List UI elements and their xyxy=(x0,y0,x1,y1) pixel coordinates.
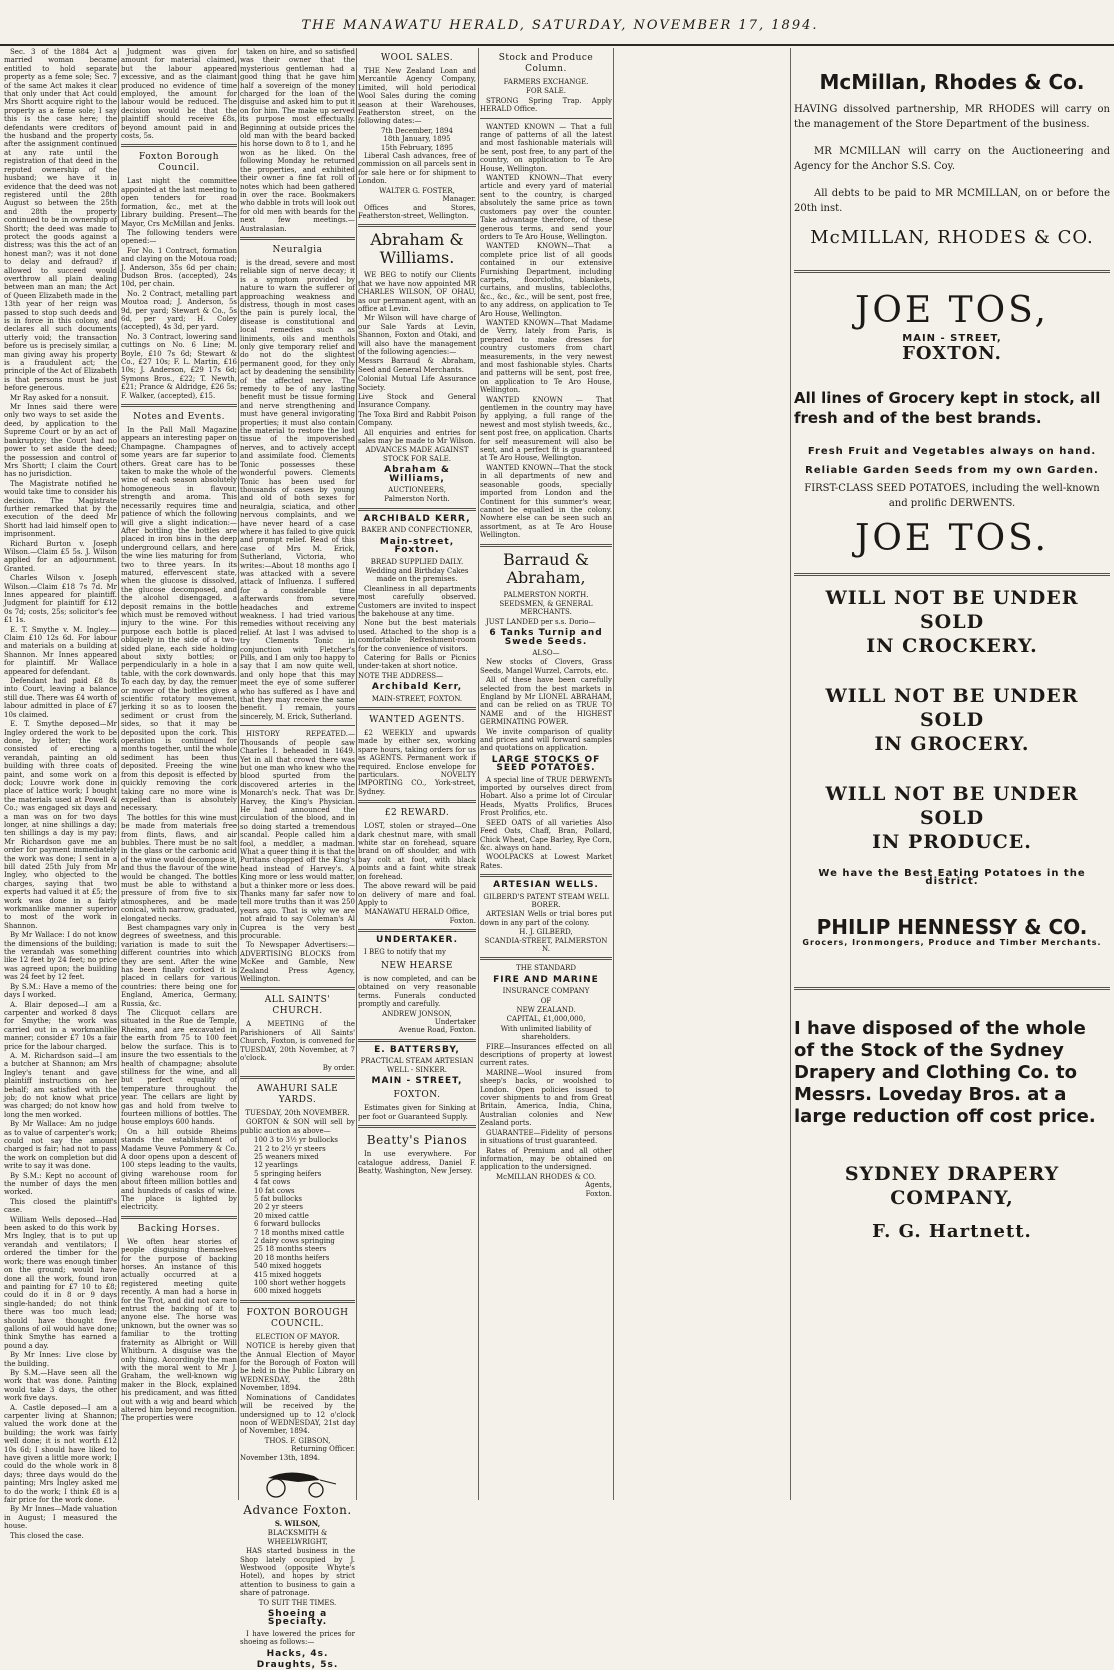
joe-tos-title: JOE TOS, xyxy=(854,290,1049,332)
court-report-para: Richard Burton v. Joseph Wilson.—Claim £5 5s. J. Wilson applied for an adjournment. Granted. xyxy=(4,539,117,573)
divider xyxy=(358,1125,476,1128)
ba-large: LARGE STOCKS OF SEED POTATOES. xyxy=(491,754,601,774)
heading-beattys-pianos: Beatty's Pianos xyxy=(366,1133,468,1148)
jonson-title: Undertaker xyxy=(434,1017,476,1026)
judgment-para: Judgment was given for amount for material claimed, but the labour appeared excessive, and as the claimant produced no evidence of time employed, the amount for labour would be reduced. The decision would be that the plaintiff should receive £8s, beyond amount paid in and costs, 5s. xyxy=(121,48,237,141)
mcmillan-para: All debts to be paid to MR MCMILLAN, on or before the 20th inst. xyxy=(794,188,1110,214)
hartnett-signature: F. G. Hartnett. xyxy=(872,1221,1032,1243)
divider xyxy=(358,800,476,803)
wanted-known-para: WANTED KNOWN — That gentlemen in the country may have by applying, a full range of the newest and most stylish tweeds, &c., sent post free, on application. Charts for self measurement will also be sent, and a perfect fit is guaranteed at Te Aro House, Wellington. xyxy=(480,395,612,463)
heading-advance-foxton: Advance Foxton. xyxy=(243,1502,352,1517)
insurance-company: INSURANCE COMPANY xyxy=(502,987,590,996)
court-report-para: E. T. Smythe v. M. Ingley.—Claim £10 12s 6d. For labour and materials on a building at Shannon. Mr Innes appeared for plaintiff. Mr Wallace appeared for defendant. xyxy=(4,625,117,676)
divider xyxy=(240,1076,355,1079)
divider xyxy=(121,144,237,147)
kerr-signature: Archibald Kerr, xyxy=(371,682,463,693)
kerr-address: MAIN-STREET, FOXTON. xyxy=(371,694,463,703)
kerr-trade: BAKER AND CONFECTIONER, xyxy=(361,526,473,535)
aw-auctioneers: AUCTIONEERS, xyxy=(388,486,446,495)
philip-hennessy: PHILIP HENNESSY & CO. xyxy=(816,914,1088,939)
agency-item: Colonial Mutual Life Assurance Society. xyxy=(358,375,476,392)
church-para: A MEETING of the Parishioners of All Saints' Church, Foxton, is convened for TUESDAY, 20th November, at 7 o'clock. xyxy=(240,1020,355,1063)
mcmillan-para: HAVING dissolved partnership, MR RHODES will carry on the management of the Store Department of the business. xyxy=(794,104,1110,130)
aw-signature: Abraham & Williams, xyxy=(384,465,450,484)
church-sign: By order. xyxy=(322,1063,355,1072)
stock-item: 600 mixed hoggets xyxy=(254,1287,322,1296)
stock-item: 6 forward bullocks xyxy=(254,1220,321,1229)
wool-date: 15th February, 1895 xyxy=(380,143,454,152)
stock-item: 21 2 to 2½ yr steers xyxy=(254,1144,326,1153)
heading-barraud-abraham: Barraud & Abraham, xyxy=(502,549,589,587)
divider xyxy=(240,987,355,990)
strong-para: STRONG Spring Trap. Apply HERALD Office. xyxy=(480,96,612,114)
ba-landed: JUST LANDED per s.s. Dorio— xyxy=(486,617,596,626)
lost-para: LOST, stolen or strayed—One dark chestnut mare, with small white star on forehead, square brand on off shoulder, and with bay colt at foot, with black points and a faint white streak on forehead. xyxy=(358,822,476,881)
stock-item: 20 mixed cattle xyxy=(254,1211,309,1220)
masthead xyxy=(0,0,1114,46)
new-zealand: NEW ZEALAND. xyxy=(516,1006,576,1014)
column-wool-ads xyxy=(358,48,476,1500)
heading-abraham-williams: Abraham & Williams. xyxy=(370,230,464,268)
divider xyxy=(358,508,476,511)
ba-para: New stocks of Clovers, Grass Seeds, Mangel Wurzel, Carrots, etc. xyxy=(480,658,612,675)
reliable-line: Reliable Garden Seeds from my own Garden. xyxy=(805,464,1099,476)
court-report-para: Mr Ray asked for a nonsuit. xyxy=(10,393,109,402)
notes-para: The bottles for this wine must be made from materials free from flints, flaws, and air bubbles. There must be no salt in the glass or the carbonic acid of the wine would decompose it, and thus the flavour of the wine would be changed. The bottles must be able to withstand a pressure of from five to six atmospheres, and be made conical, with narrow, graduated, elongated necks. xyxy=(121,813,237,923)
undertaker-para: is now completed, and can be obtained on very reasonable terms. Funerals conducted promptly and carefully. xyxy=(358,974,476,1009)
heading-neuralgia: Neuralgia xyxy=(272,244,323,255)
divider xyxy=(240,237,355,240)
heading-wool-sales: WOOL SALES. xyxy=(380,53,454,63)
court-report-para: By Mr Wallace: Am no judge as to value of carpenter's work; could not say the amount charged is fair; had not to pass the work on completion but did write to say it was done. xyxy=(4,1120,117,1171)
stock-item: 2 dairy cows springing xyxy=(254,1237,335,1245)
heading-wanted-agents: WANTED AGENTS. xyxy=(369,715,465,725)
divider xyxy=(480,957,612,960)
ba-para: A special line of TRUE DERWENTs imported by ourselves direct from Hobart. Also a prime lot of Circular Heads, Myatts Prolifics, Bruces Frost Prolifics, etc. xyxy=(480,775,612,818)
stock-item: 4 fat cows xyxy=(254,1178,291,1187)
council-para: Last night the committee appointed at the last meeting to open tenders for road formation, &c., met at the Library building. Present—The Mayor, Crs McMillan and Jenks. xyxy=(121,177,237,228)
officer-name: THOS. F. GIBSON, xyxy=(264,1436,331,1445)
stock-item: 5 fat bullocks xyxy=(254,1194,302,1203)
fire-para: FIRE—Insurances effected on all descriptions of property at lowest current rates. xyxy=(480,1042,612,1068)
nominations-para: Nominations of Candidates will be received by the undersigned up to 12 o'clock noon of WEDNESDAY, 21st day of November, 1894. xyxy=(240,1393,355,1436)
court-report-para: Defendant had paid £8 8s into Court, leaving a balance still due. There was £4 worth of labour admitted in place of £7 10s claimed. xyxy=(4,677,117,719)
heading-artesian-wells: ARTESIAN WELLS. xyxy=(493,880,599,891)
column-court-report xyxy=(4,48,117,1540)
kerr-para: Cleanliness in all departments most carefully observed. Customers are invited to inspect the bakehouse at any time. xyxy=(358,584,476,618)
agency-item: Messrs Barraud & Abraham, Seed and General Merchants. xyxy=(358,357,476,374)
ba-trade: SEEDSMEN, & GENERAL MERCHANTS. xyxy=(499,599,593,617)
suit-times: TO SUIT THE TIMES. xyxy=(258,1598,337,1607)
ba-para: We invite comparison of quality and prices and will forward samples and quotations on application. xyxy=(480,727,612,753)
seed-line: FIRST-CLASS SEED POTATOES, including the well-known and prolific DERWENTS. xyxy=(804,483,1100,510)
court-report-para: E. T. Smythe deposed—Mr Ingley ordered the work to be done, by letter; the work consisted of erecting a verandah, painting an old building with three coats of paint, and some work on a dock; Louvre work done in place of lattice work; I bought the materials used at Powell & Co.; was engaged six days and a man was on for two days longer, at nine shillings a day; ten shillings a day is my pay; Mr Richardson gave me an order for payment immediately the work was done; I sent in a bill dated 25th July from Mr Ingley, who objected to the charges, saying that two experts had valued it at £5; the work was done in a fairly workmanlike manner superior to most of the work in Shannon. xyxy=(4,720,117,930)
heading-reward: £2 REWARD. xyxy=(384,808,450,819)
joe-town: FOXTON. xyxy=(902,342,1002,364)
foster-name: WALTER G. FOSTER, xyxy=(379,186,455,195)
column-rule xyxy=(478,48,479,1500)
stock-item: 12 yearlings xyxy=(254,1161,298,1170)
wilson-name: S. WILSON, xyxy=(274,1518,321,1528)
under-sold-produce-2: IN PRODUCE. xyxy=(872,831,1032,854)
divider xyxy=(480,118,612,119)
wilson-para: HAS started business in the Shop lately occupied by J. Westwood (opposite Whyte's Hotel), and hopes by strict attention to business to gain a share of patronage. xyxy=(240,1547,355,1598)
stock-item: 20 18 months heifers xyxy=(254,1253,330,1262)
kerr-para: None but the best materials used. Attached to the shop is a comfortable Refreshment-room for the convenience of visitors. xyxy=(358,619,476,653)
stock-item: 100 short wether hoggets xyxy=(254,1279,346,1288)
column-rule xyxy=(118,48,119,1500)
gilberd-name: H. J. GILBERD, xyxy=(519,928,573,937)
under-sold-crockery: WILL NOT BE UNDER SOLD xyxy=(825,587,1079,634)
masthead-title: THE MANAWATU HERALD, SATURDAY, NOVEMBER 17, 1894. xyxy=(301,18,819,33)
council-para: No. 2 Contract, metalling part Moutoa road; J. Anderson, 5s 9d, per yard; Stewart & Co., 5s 6d, per yard; H. Coley (accepted), 4s 3d, per yard. xyxy=(121,289,237,332)
advances-line: ADVANCES MADE AGAINST STOCK FOR SALE. xyxy=(365,446,469,463)
kerr-note: NOTE THE ADDRESS— xyxy=(358,671,444,680)
court-report-para: A. M. Richardson said—I am a butcher at Shannon; am Mrs Ingley's tenant and gave plaintiff instructions on her behalf; am satisfied with the job; do not know what price was charged; do not know how long the men worked. xyxy=(4,1051,117,1119)
divider xyxy=(480,874,612,877)
draughts-price: Draughts, 5s. xyxy=(256,1660,339,1670)
court-report-para: By Mr Wallace: I do not know the dimensions of the building; the verandah was something like 12 feet by 24 feet; no price was agreed upon; the building was 24 feet by 12 feet. xyxy=(4,931,117,982)
fresh-line: Fresh Fruit and Vegetables always on hand. xyxy=(807,446,1097,458)
notes-para: The Clicquot cellars are situated in the Rue de Temple, Rheims, and are excavated in the earth from 75 to 100 feet below the surface. This is to insure the two essentials to the health of champagne; absolute stillness for the wine, and all but perfect equality of temperature throughout the year. The cellars are light by gas and hold from twelve to fourteen millions of bottles. The house employs 600 hands. xyxy=(121,1009,237,1127)
enquiries-para: All enquiries and entries for sales may be made to Mr Wilson. xyxy=(358,428,476,446)
heading-stock-produce: Stock and Produce Column. xyxy=(498,53,594,74)
heading-battersby: E. BATTERSBY, xyxy=(374,1044,460,1055)
column-rule xyxy=(238,48,239,1500)
court-report-para: A. Blair deposed—I am a carpenter and worked 8 days for Smythe; the work was carried out in a workmanlike manner; consider £7 10s a fair price for the labour charged. xyxy=(4,1000,117,1051)
standard-line: THE STANDARD xyxy=(516,964,576,973)
new-hearse: NEW HEARSE xyxy=(381,960,453,971)
stock-item: 5 springing heifers xyxy=(254,1169,322,1178)
notes-para: In the Pall Mall Magazine appears an interesting paper on Champagne. Champagnes of some years are far superior to others. Great care has to be taken to make the whole of the wine of each season absolutely homogeneous in flavour, strength and aroma. This necessarily requires time and patience of which the following will give a slight indication:—After bottling the bottles are placed in iron bins in the deep underground cellars, and here the wine lies maturing for from two to three years. In its matured, effervescent state, when the glucose is dissolved, the glucose decomposed, and the alcohol disengaged, a deposit remains in the bottle which must be removed without injury to the wine. For this purpose each bottle is placed obliquely in the side of a two-sided plane, each side holding about sixty bottles; or perpendicularly in a hole in a table, with the cork downwards. To each day, by day, the remuer or mover of the bottles gives a scientific rotatory movement, jerking it so as to loosen the sediment or crust from the sides, so that it may be deposited upon the cork. This operation is continued for months together, until the whole sediment has been thus deposited. Freeing the wine from this deposit is effected by quickly removing the cork taking care no more wine is expelled than is absolutely necessary. xyxy=(121,426,237,813)
sale-date: TUESDAY, 20th NOVEMBER. xyxy=(245,1108,350,1117)
sydney-drapery: SYDNEY DRAPERY COMPANY, xyxy=(844,1163,1060,1210)
kerr-street: Main-street, Foxton. xyxy=(379,536,455,556)
council-para: The following tenders were opened:— xyxy=(121,228,237,246)
heading-foxton-council: Foxton Borough Council. xyxy=(138,152,220,174)
under-sold-grocery: WILL NOT BE UNDER SOLD xyxy=(825,685,1079,732)
mcmillan-agents: McMILLAN RHODES & CO. xyxy=(496,1172,596,1181)
divider xyxy=(358,707,476,710)
divider xyxy=(121,1216,237,1219)
court-report-para: This closed the plaintiff's case. xyxy=(4,1197,117,1215)
stock-item: 415 mixed hoggets xyxy=(254,1270,322,1279)
wool-date: 7th December, 1894 xyxy=(381,126,453,135)
foster-title: Manager. xyxy=(442,195,476,204)
stock-item: 25 18 months steers xyxy=(254,1245,327,1254)
agents-label: Agents, xyxy=(585,1181,612,1190)
grocery-line: All lines of Grocery kept in stock, all fresh and of the best brands. xyxy=(794,389,1101,428)
court-report-para: By Mr Innes: Live close by the building. xyxy=(4,1351,117,1368)
jonson-address: Avenue Road, Foxton. xyxy=(398,1026,476,1035)
column-rule xyxy=(790,48,791,1500)
court-report-para: By S.M.: Kept no account of the number of days the men worked. xyxy=(4,1171,117,1197)
wanted-known-para: WANTED KNOWN—That a complete price list of all goods contained in our extensive Furnishing Department, including carpets, floorcloths, blankets, curtains, and muslins, tablecloths, &c., &c., &c., will be sent, post free, to any address, on application to Te Aro House, Wellington. xyxy=(480,242,612,318)
joe-tos-signature: JOE TOS. xyxy=(854,518,1049,560)
under-sold-crockery-2: IN CROCKERY. xyxy=(866,635,1038,658)
heading-backing-horses: Backing Horses. xyxy=(137,1223,221,1234)
neuralgia-para: is the dread, severe and most reliable sign of nerve decay; it is a symptom provided by nature to warn the sufferer of approaching weakness and distress, though in most cases the pain is purely local, the disease is constitutional and local remedies such as liniments, oils and menthols only give temporary relief and do not do the slightest permanent good, for they only act by deadening the sensibility of the affected nerve. The remedy to be of any lasting benefit must be tissue forming and nerve strengthening and must have general invigorating properties; it must also contain the material to restore the lost tissue of the impoverished nerves, and to actively accept and assimilate food. Clements Tonic possesses these wonderful powers. Clements Tonic has been used for thousands of cases by young and old of both sexes for neuralgia, sciatica, and other nervous complaints, and we have never heard of a case where it has failed to give quick and prompt relief. Read of this case of Mrs M. Erick, Sutherland, Victoria, who writes:—About 18 months ago I was attacked with a severe attack of Influenza. I suffered for a considerable time afterwards from severe headaches and extreme weakness. I had tried various remedies without receiving any relief. At last I was advised to try Clements Tonic in conjunction with Fletcher's Pills, and I am only too happy to say that I am now quite well, and only hope that this may meet the eye of some sufferer who has suffered as I have and that they may receive the same benefit. I remain, yours sincerely, M. Erick, Sutherland. xyxy=(240,258,355,721)
agents-para: £2 WEEKLY and upwards made by either sex, working spare hours, taking orders for us as AGENTS. Permanent work if required. Enclose envelope for particulars. NOVELTY IMPORTING CO., York-street, Sydney. xyxy=(358,729,476,796)
heading-all-saints: ALL SAINTS' CHURCH. xyxy=(264,995,331,1017)
wanted-known-para: WANTED KNOWN — That a full range of patterns of all the latest and most fashionable materials will be sent, post free, to any part of the country, on application to Te Aro House, Wellington. xyxy=(480,122,612,173)
history-para: HISTORY REPEATED.—Thousands of people saw Charles I. beheaded in 1649. Yet in all that crowd there was but one man who knew who the blood spurted from the discovered arteries in the Monarch's neck. That was Dr. Harvey, the King's Physician. He had announced the circulation of the blood, and in so doing started a tremendous scandal. People called him a fool, a meddler, a madman. What a queer thing it is that the Puritans chopped off the King's head instead of Harvey's. A King more or less would matter, but a thinker more or less does. Thanks many far safer now to tell more truths than it was 250 years ago. That is why we are not afraid to say Coleman's Al Cuprea is the very best procurable. xyxy=(240,730,355,941)
offices-para: Offices and Stores, Featherston-street, Wellington. xyxy=(358,203,476,220)
heading-awahuri: AWAHURI SALE YARDS. xyxy=(256,1083,339,1105)
kerr-bread: BREAD SUPPLIED DAILY. xyxy=(370,557,464,566)
under-sold-grocery-2: IN GROCERY. xyxy=(874,733,1030,756)
for-sale: FOR SALE. xyxy=(526,87,566,96)
election-mayor: ELECTION OF MAYOR. xyxy=(255,1332,340,1341)
liability: With unlimited liability of shareholders. xyxy=(500,1024,592,1042)
wool-date: 18th January, 1895 xyxy=(383,135,451,144)
aw-para: WE BEG to notify our Clients that we have now appointed MR CHARLES WILSON, OF OHAU, as our permanent agent, with an office at Levin. xyxy=(358,271,476,313)
divider xyxy=(480,544,612,547)
jonson-name: ANDREW JONSON, xyxy=(382,1009,452,1018)
battersby-trade: PRACTICAL STEAM ARTESIAN WELL - SINKER. xyxy=(360,1057,474,1074)
stock-item: 25 weaners mixed xyxy=(254,1152,319,1161)
heading-notes-events: Notes and Events. xyxy=(133,412,225,423)
herald-office: MANAWATU HERALD Office, xyxy=(364,908,470,917)
kerr-cakes: Wedding and Birthday Cakes made on the premises. xyxy=(365,566,469,584)
stock-item: 540 mixed hoggets xyxy=(254,1262,322,1271)
divider xyxy=(121,404,237,407)
stock-item: 20 2 yr steers xyxy=(254,1203,303,1212)
stock-item: 10 fat cows xyxy=(254,1186,295,1195)
column-display-ads xyxy=(794,48,1110,1500)
column-stock-produce xyxy=(480,48,612,1500)
shoeing-specialty: Shoeing a Specialty. xyxy=(267,1609,328,1628)
heading-borough-council: FOXTON BOROUGH COUNCIL. xyxy=(246,1307,349,1329)
gilberd-patent: GILBERD'S PATENT STEAM WELL BORER. xyxy=(483,892,609,909)
column-rule xyxy=(613,48,614,1500)
battersby-para: Estimates given for Sinking at per foot or Guaranteed Supply. xyxy=(358,1104,476,1121)
column-council-notes xyxy=(121,48,237,1500)
beatty-para: In use everywhere. For catalogue address, Daniel F. Beatty, Washington, New Jersey. xyxy=(358,1150,476,1176)
kerr-para: Catering for Balls or Picnics under-taken at short notice. xyxy=(358,653,476,671)
heading-archibald-kerr: ARCHIBALD KERR, xyxy=(363,513,471,524)
divider xyxy=(240,1300,355,1303)
marine-para: MARINE—Wool insured from sheep's backs, or woolshed to London. Open policies issued to cover shipments to and from Great Britain, America, India, China, Australian colonies and New Zealand ports. xyxy=(480,1068,612,1128)
battersby-town: FOXTON. xyxy=(393,1090,441,1101)
stock-list xyxy=(240,1136,355,1296)
ba-also: ALSO— xyxy=(532,648,560,657)
joe-street: MAIN - STREET, xyxy=(902,333,1002,345)
agency-item: Live Stock and General Insurance Company. xyxy=(358,393,476,410)
guarantee-para: GUARANTEE—Fidelity of persons in situations of trust guaranteed. xyxy=(480,1128,612,1146)
notice-para: NOTICE is hereby given that the Annual Election of Mayor for the Borough of Foxton will be held in the Public Library on WEDNESDAY, the 28th November, 1894. xyxy=(240,1342,355,1393)
court-report-para: By S.M.: Have a memo of the days I worked. xyxy=(4,982,117,1000)
council-para: No. 3 Contract, lowering sand cuttings on No. 6 Line; M. Boyle, £10 7s 6d; Stewart & Co., £27 10s; F. L. Martin, £16 10s; J. Anderson, £29 17s 6d; Symons Bros., £22; T. Newth, £21; Prance & Aldridge, £26 5s; F. Walker, (accepted), £15. xyxy=(121,332,237,400)
court-report-para: A. Castle deposed—I am a carpenter living at Shannon; valued the work done at the building; the work was fairly well done; it is not worth £12 10s 6d; I should have liked to have given a little more work; I could do the whole work in 8 days; three days would do the painting; Mrs Ingley asked me to do the work; I think £8 is a fair price for the work done. xyxy=(4,1403,117,1505)
mcmillan-para: MR MCMILLAN will carry on the Auctioneering and Agency for the Anchor S.S. Coy. xyxy=(794,146,1110,172)
court-report-para: This closed the case. xyxy=(10,1531,84,1540)
liberal-para: Liberal Cash advances, free of commission on all parcels sent in for sale here or for shipment to London. xyxy=(358,152,476,186)
council-para: For No. 1 Contract, formation and claying on the Motoua road; J. Anderson, 35s 6d per chain; Dudson Bros. (accepted), 24s 10d, per chain. xyxy=(121,246,237,289)
ba-para: All of these have been carefully selected from the best markets in England by Mr LIONEL ABRAHAM, and can be relied on as TRUE TO NAME and of the HIGHEST GERMINATING POWER. xyxy=(480,676,612,727)
officer-title: Returning Officer. xyxy=(291,1445,355,1454)
agents-foxton: Foxton. xyxy=(585,1189,612,1198)
heading-undertaker: UNDERTAKER. xyxy=(375,935,459,946)
of-line: OF xyxy=(540,996,552,1005)
gilberd-address: SCANDIA-STREET, PALMERSTON N. xyxy=(484,936,608,953)
court-report-para: By S.M.—Have seen all the work that was done. Painting would take 3 days, the other work five days. xyxy=(4,1368,117,1403)
horses-para: We often hear stories of people disguising themselves for the purpose of backing horses. An instance of this actually occurred at a registered meeting quite recently. A man had a horse in for the Trot, and did not care to entrust the backing of it to anyone else. The horse was unknown, but the owner was so familiar to the trotting fraternity as Albright or Will Whitburn. A disguise was the only thing. Accordingly the man with the moral went to Mr J. Graham, the well-known wig maker in the Block, explained his predicament, and was fitted out with a wig and beard which altered him beyond recognition. The properties were xyxy=(121,1237,237,1423)
column-neuralgia-notices xyxy=(240,48,355,1670)
court-report-para: By Mr Innes—Made valuation in August; I measured the house. xyxy=(4,1505,117,1531)
hacks-price: Hacks, 4s. xyxy=(266,1648,329,1659)
agency-item: The Toxa Bird and Rabbit Poison Company. xyxy=(358,410,476,428)
advertisers-para: To Newspaper Advertisers:—ADVERTISING BLOCKS from McKee and Gamble, New Zealand Press Agency, Wellington. xyxy=(240,941,355,984)
aw-para: Mr Wilson will have charge of our Sale Yards at Levin, Shannon, Foxton and Otaki, and will also have the management of the following agencies:— xyxy=(358,314,476,356)
wanted-known-para: WANTED KNOWN—That Madame de Verry, lately from Paris, is prepared to make dresses for country customers from chart measurements, in the very newest and most fashionable styles. Charts and patterns will be sent, post free, on application to Te Aro House, Wellington. xyxy=(480,318,612,395)
divider xyxy=(240,725,355,726)
wilson-trade: BLACKSMITH & WHEELWRIGHT, xyxy=(267,1529,328,1546)
rates-para: Rates of Premium and all other information, may be obtained on application to the undersigned. xyxy=(480,1146,612,1172)
lowered-para: I have lowered the prices for shoeing as follows:— xyxy=(240,1629,355,1647)
philip-trade: Grocers, Ironmongers, Produce and Timber Merchants. xyxy=(802,937,1102,947)
ba-para: WOOLPACKS at Lowest Market Rates. xyxy=(480,853,612,870)
battersby-street: MAIN - STREET, xyxy=(371,1076,463,1086)
undertaker-para: I BEG to notify that my xyxy=(364,947,446,956)
stock-item: 100 3 to 3½ yr bullocks xyxy=(254,1136,338,1145)
court-report-para: The Magistrate notified he would take time to consider his decision. The Magistrate further remarked that by the execution of the deed Mr Shortt had laid himself open to imprisonment. xyxy=(4,479,117,539)
horses-cont-para: taken on hire, and so satisfied was their owner that the mysterious gentleman had a good thing that he gave him half a sovereign of the money charged for the loan of the disguise and asked him to put it on for him. The make up served its purpose most effectually. Beginning at outside prices the old man with the beard backed his horse down to 8 to 1, and he won as he liked. On the following Monday he returned the properties, and exhibited their owner a fine fat roll of notes which had been gathered in over the race. Bookmakers who dabble in trots will look out for old men with beards for the next few meetings.—Australasian. xyxy=(240,48,355,233)
court-report-para: Mr Innes said there were only two ways to set aside the deed, by application to the Supreme Court or by an act of bankruptcy; the Court had no power to set aside the deed; the possession and control of Mrs Shortt; I claim the Court has no jurisdiction. xyxy=(4,403,117,479)
ba-para: SEED OATS of all varieties Also Feed Oats, Chaff, Bran, Pollard, Chick Wheat, Cape Barley, Rye Corn, &c. always on hand. xyxy=(480,818,612,852)
ba-tons: 6 Tanks Turnip and Swede Seeds. xyxy=(489,628,603,647)
divider xyxy=(358,224,476,227)
court-report-para: Charles Wilson v. Joseph Wilson.—Claim £18 7s 7d. Mr Innes appeared for plaintiff. Judgment for plaintiff for £12 0s 7d; costs, 25s; solicitor's fee £1 1s. xyxy=(4,574,117,625)
disposed-para: I have disposed of the whole of the Stock of the Sydney Drapery and Clothing Co. to Messrs. Loveday Bros. at a large reduction off cost price. xyxy=(794,1018,1096,1128)
gilberd-para: ARTESIAN Wells or trial bores put down in any part of the colony. xyxy=(480,910,612,927)
herald-foxton: Foxton. xyxy=(449,916,476,925)
capital: CAPITAL, £1,000,000, xyxy=(506,1015,586,1024)
mcmillan-signature: McMILLAN, RHODES & CO. xyxy=(810,227,1094,248)
divider xyxy=(358,929,476,932)
ba-place: PALMERSTON NORTH. xyxy=(503,590,589,599)
gorton-para: GORTON & SON will sell by public auction as above— xyxy=(240,1118,355,1135)
court-report-para: Sec. 3 of the 1884 Act a married woman became entitled to hold separate property as a feme sole; Sec. 7 of the same Act makes it clear that only under that Act could Mrs Shortt acquire right to the property as a feme sole; I say this is the case here; the defendants were creditors of the husband and the property after the assignment continued at any rate until the registration of that deed in the reputed ownership of the husband; we have it in evidence that the deed was not registered until the 28th August so between the 25th and 28th the property continued to be in ownership of Shortt; the deed was made to protect the goods against a distress; was this the act of an honest man?; was it not done to delay and defraud? if allowed to succeed would overthrow all plain dealing between man an man; the Act of Queen Elizabeth made in the 13th year of her reign was passed to stop such deeds and is in force in this colony, and declares all such documents utterly void; the transaction before us is precisely similar, a man giving away his property is a fraudulent act; the principle of the Act of Elizabeth is that persons must be just before generous. xyxy=(4,48,117,393)
under-sold-produce: WILL NOT BE UNDER SOLD xyxy=(825,783,1079,830)
farmers-exchange: FARMERS EXCHANGE. xyxy=(503,78,589,86)
notes-para: Best champagnes vary only in degrees of sweetness, and this variation is made to suit the different countries into which they are sent. After the wine has been finally corked it is placed in cellars for various countries: there being one for England, America, Germany, Russia, &c. xyxy=(121,924,237,1008)
wool-para: THE New Zealand Loan and Mercantile Agency Company, Limited, will hold periodical Wool Sales during the coming season at their Warehouses, Featherston street, on the following dates:— xyxy=(358,67,476,126)
divider xyxy=(358,1039,476,1042)
wanted-known-para: WANTED KNOWN—That the stock in all departments of new and seasonable goods, specially imported from London and the Continent for this summer's wear, cannot be equalled in the colony. Nowhere else can be seen such an assortment, as at Te Aro House Wellington. xyxy=(480,463,612,540)
wanted-known-para: WANTED KNOWN—That every article and every yard of material sent to the country, is charged absolutely the same price as town customers pay over the counter. Take advantage therefore, of these generous terms, and send your orders to Te Aro House, Wellington. xyxy=(480,174,612,241)
carriage-icon xyxy=(258,1466,338,1498)
column-rule xyxy=(356,48,357,1500)
reward-para: The above reward will be paid on delivery of mare and foal. Apply to xyxy=(358,882,476,907)
mcmillan-title: McMillan, Rhodes & Co. xyxy=(819,70,1085,94)
potatoes-line: We have the Best Eating Potatoes in the district. xyxy=(818,868,1086,888)
fire-marine: FIRE AND MARINE xyxy=(493,974,599,985)
notes-para: On a hill outside Rheims stands the establishment of Madame Veuve Pommery & Co. A door opens upon a descent of 100 steps leading to the vaults, giving warehouse room for about fifteen million bottles and and hundreds of casks of wine. The place is lighted by electricity. xyxy=(121,1127,237,1212)
stock-item: 7 18 months mixed cattle xyxy=(254,1228,345,1237)
court-report-para: William Wells deposed—Had been asked to do this work by Mrs Ingley, that is to put up verandah and ventilators; I ordered the timber for the work; there was enough timber on the ground; would have done all the work, found iron and painting for £7 10 to £8; could do it in 8 or 9 days single-handed; do not think there was too much lead; should have thought five gallons of oil would have done; think Smythe has earned a pound a day. xyxy=(4,1215,117,1350)
aw-place: Palmerston North. xyxy=(384,495,450,504)
notice-date: November 13th, 1894. xyxy=(240,1453,320,1462)
